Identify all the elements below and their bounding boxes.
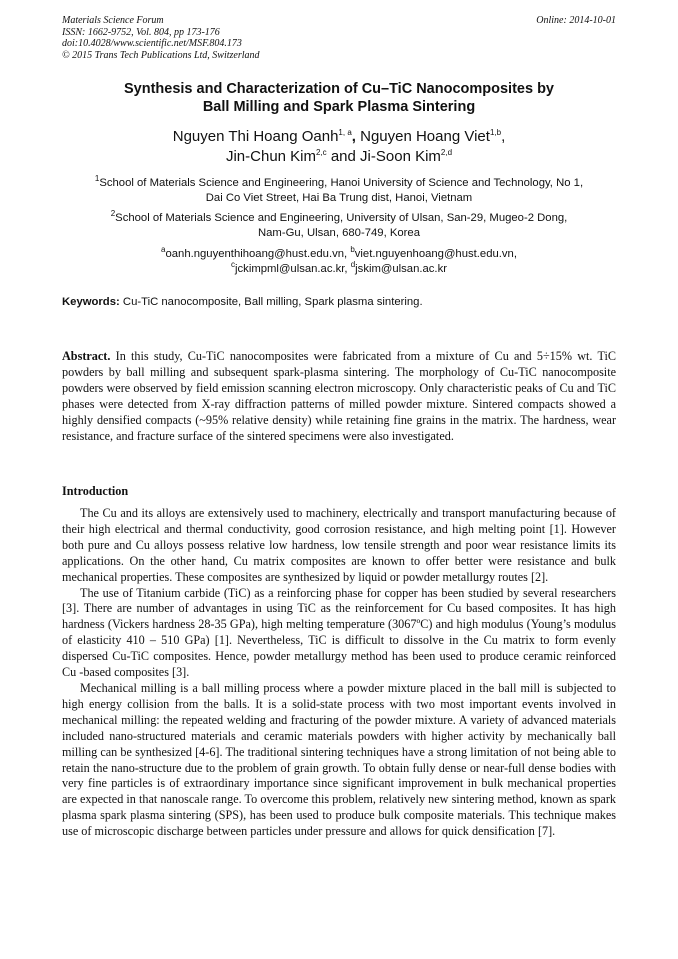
email-superscript: a	[161, 245, 166, 255]
abstract-text: In this study, Cu-TiC nanocomposites were fabricated from a mixture of Cu and 5÷15% wt. TiC powders by ball milling and subsequent spark-plasma sintering. The morphology of Cu-TiC nanocomposite powders were observed by field emission scanning electron microscopy. Only characteristic peaks of Cu and TiC phases were detected from X-ray diffraction patterns of milled powder mixture. Sintered compacts showed a highly densified compacts (~95% relative density) while retaining fine grains in the matrix. The hardness, wear resistance, and fracture surface of the sintered specimens were also investigated.	[62, 349, 616, 443]
affiliation-line: Nam-Gu, Ulsan, 680-749, Korea	[257, 227, 420, 239]
affiliation-text: School of Materials Science and Engineering, University of Ulsan, San-29, Mugeo-2 Dong,	[115, 212, 568, 224]
email-superscript: d	[350, 260, 356, 270]
authors-line-1	[62, 127, 616, 147]
author-conjunction: and	[326, 148, 361, 165]
affiliation-1	[62, 176, 616, 206]
journal-name: Materials Science Forum	[62, 15, 164, 26]
author-superscript: 1, a	[338, 128, 352, 137]
email-line-2	[62, 262, 616, 277]
title-line-2: Ball Milling and Spark Plasma Sintering	[202, 99, 476, 115]
paper-title	[62, 80, 616, 116]
abstract-label: Abstract.	[62, 349, 111, 363]
paragraph: The use of Titanium carbide (TiC) as a reinforcing phase for copper has been studied by several researchers [3]. There are number of advantages in using TiC as the reinforcement for Cu based composites. It has high hardness (Vickers hardness 28-35 GPa), high melting temperature (3067ºC) and high modulus (Young’s modulus of elasticity 410 – 510 GPa) [1]. Nevertheless, TiC is difficult to dissolve in the Cu matrix to form evenly dispersed Cu-TiC composites. Hence, powder metallurgy method has been used to produce ceramic reinforced Cu -based composites [3].	[62, 585, 616, 680]
affiliation-line	[62, 176, 616, 191]
affiliation-superscript: 1	[94, 174, 100, 184]
email-list	[62, 247, 616, 277]
affiliation-line: Dai Co Viet Street, Hai Ba Trung dist, Hanoi, Vietnam	[205, 192, 473, 204]
affiliation-superscript: 2	[110, 209, 116, 219]
section-heading-introduction: Introduction	[62, 484, 129, 498]
email-address[interactable]: viet.nguyenhoang@hust.edu.vn,	[354, 248, 517, 260]
author-superscript: 1,b	[489, 128, 502, 137]
author-separator: ,	[351, 128, 361, 145]
email-address[interactable]: jskim@ulsan.ac.kr	[355, 263, 447, 275]
affiliation-text: School of Materials Science and Engineering, Hanoi University of Science and Technology, No 1,	[99, 177, 584, 189]
author-list	[62, 127, 616, 167]
author-name: Nguyen Thi Hoang Oanh	[172, 128, 339, 145]
doi-line: doi:10.4028/www.scientific.net/MSF.804.173	[62, 38, 242, 49]
journal-header	[62, 15, 260, 61]
email-superscript: b	[350, 245, 355, 255]
abstract	[62, 349, 616, 444]
keywords	[62, 296, 423, 308]
author-name: Jin-Chun Kim	[225, 148, 316, 165]
issn-line: ISSN: 1662-9752, Vol. 804, pp 173-176	[62, 26, 220, 38]
email-address[interactable]: oanh.nguyenthihoang@hust.edu.vn,	[165, 248, 351, 260]
online-date: Online: 2014-10-01	[536, 15, 616, 26]
author-name: Ji-Soon Kim	[360, 148, 441, 165]
paragraph: Mechanical milling is a ball milling process where a powder mixture placed in the ball mill is subjected to high energy collision from the balls. It is a solid-state process with two most important events involved in mechanical milling: the repeated welding and fracturing of the powder mixture. A variety of advanced materials included nano-structured materials and ceramic materials powders with higher activity by mechanically ball milling can be synthesized [4-6]. The traditional sintering techniques have a strong limitation of not being able to retain the nano-structure due to the problem of grain growth. To obtain fully dense or near-full dense bodies with very fine particles is of extraordinary importance since significant improvement in bulk mechanical properties are expected in that nanoscale range. To overcome this problem, relatively new sintering method, known as spark plasma spark plasma sintering (SPS), has been used to produce bulk composite materials. This technique makes use of microscopic discharge between particles under pressure and allows for quick densification [7].	[62, 680, 616, 839]
authors-line-2	[62, 147, 616, 167]
introduction-body	[62, 506, 616, 840]
author-superscript: 2,c	[316, 148, 327, 157]
copyright-line: © 2015 Trans Tech Publications Ltd, Switzerland	[62, 49, 260, 61]
author-separator: ,	[501, 128, 506, 145]
affiliation-2	[62, 211, 616, 241]
affiliation-line	[62, 211, 616, 226]
paragraph: The Cu and its alloys are extensively used to machinery, electrically and transport manufacturing because of their high electrical and thermal conductivity, good corrosion resistance, and high melting point [1]. However both pure and Cu alloys possess relative low hardness, low tensile strength and poor wear resistance limits its applications. On the other hand, Cu matrix composites are known to offer better were resistance and bulk mechanical properties. These composites are synthesized by liquid or powder metallurgy routes [2].	[62, 506, 616, 584]
email-address[interactable]: jckimpml@ulsan.ac.kr,	[235, 263, 351, 275]
email-superscript: c	[231, 260, 236, 270]
keywords-label: Keywords:	[62, 296, 120, 308]
title-line-1: Synthesis and Characterization of Cu–TiC Nanocomposites by	[124, 81, 554, 97]
email-line-1	[62, 247, 616, 262]
author-name: Nguyen Hoang Viet	[360, 128, 490, 145]
author-superscript: 2,d	[440, 148, 453, 157]
keywords-text: Cu-TiC nanocomposite, Ball milling, Spark plasma sintering.	[119, 296, 423, 308]
